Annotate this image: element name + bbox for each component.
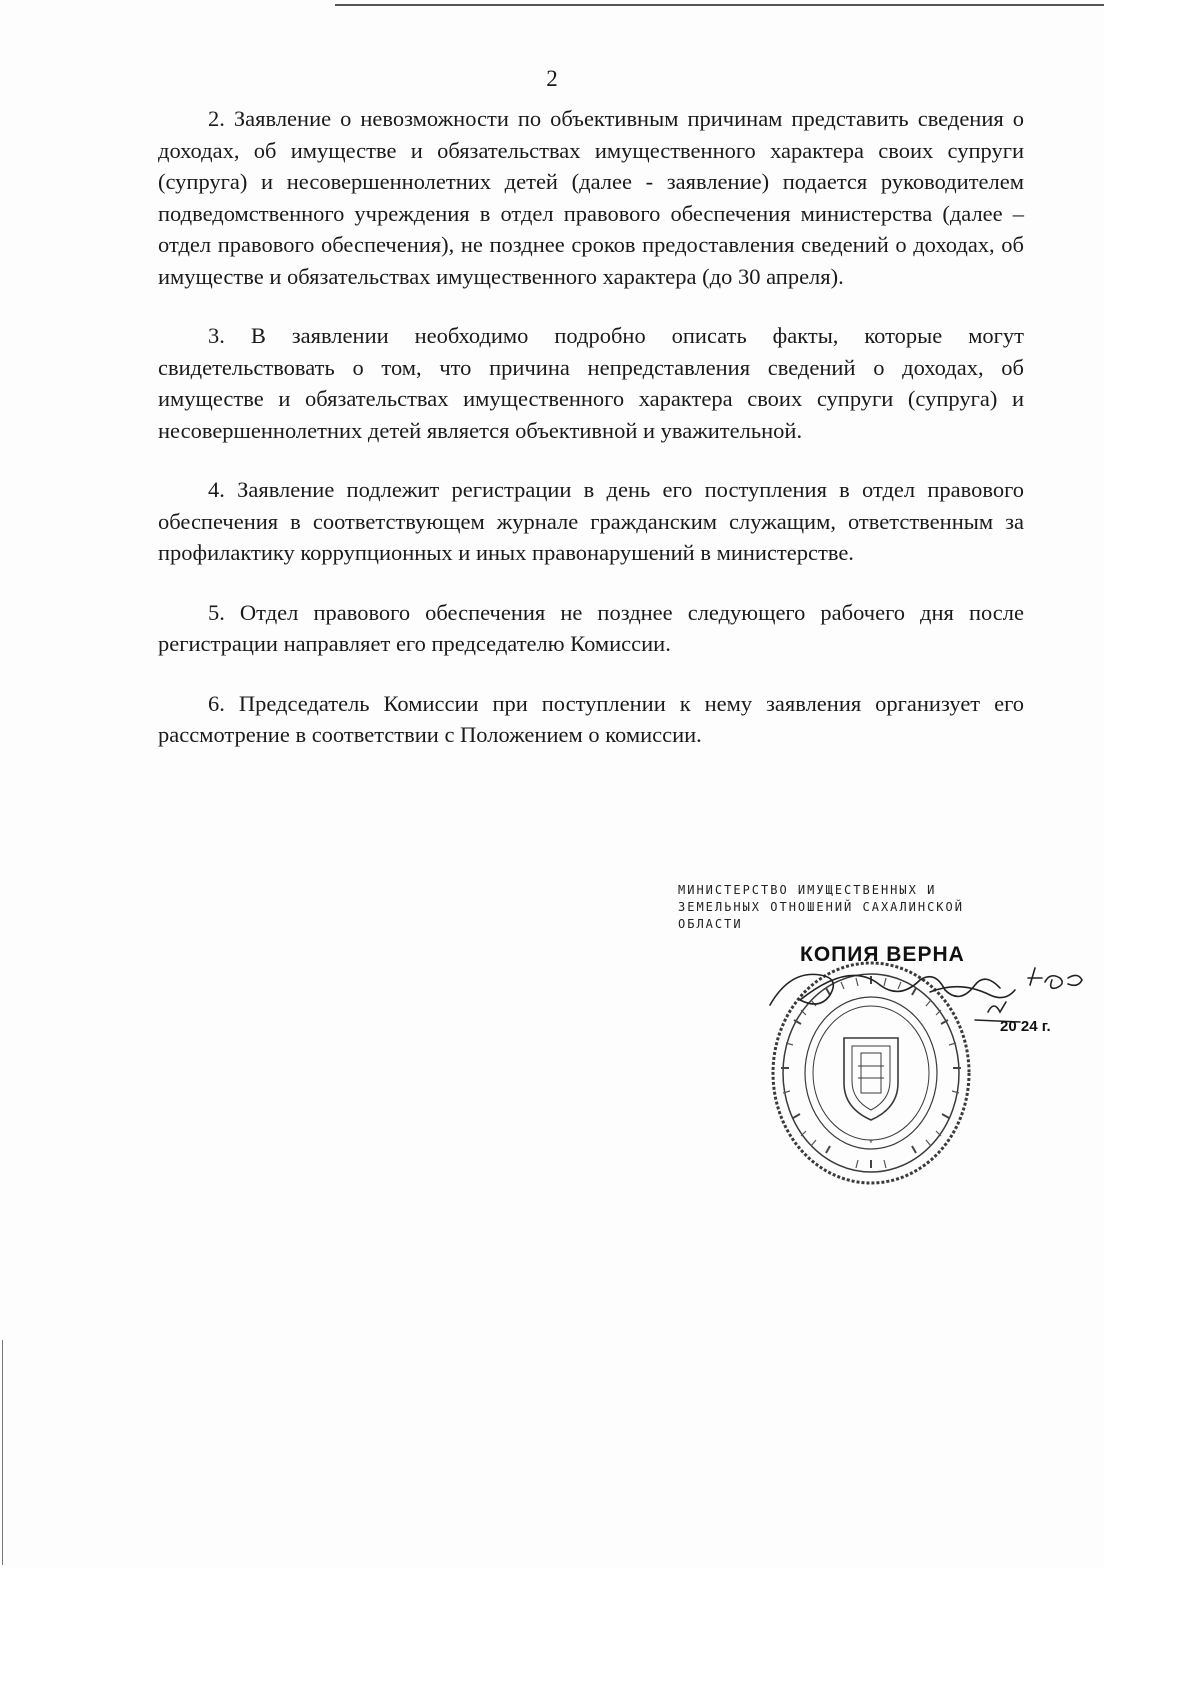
copy-certified-label: КОПИЯ ВЕРНА <box>800 943 965 966</box>
stamp-org-line-3: ОБЛАСТИ <box>678 917 743 931</box>
certification-year: 20 24 г. <box>1000 1018 1051 1035</box>
paragraph-6: 6. Председатель Комиссии при поступлении к нему заявления организует его рассмотрение в соответствии с Положением о комиссии. <box>158 690 1024 747</box>
paragraph-4: 4. Заявление подлежит регистрации в день его поступления в отдел правового обеспечения в соответствующем журнале гражданским служащим, ответственным за профилактику коррупционных и иных правонарушений в министерстве. <box>158 477 1024 565</box>
document-body <box>158 103 1024 779</box>
paragraph-5: 5. Отдел правового обеспечения не позднее следующего рабочего дня после регистрации направляет его председателю Комиссии. <box>158 599 1024 656</box>
svg-text:*: * <box>869 1138 873 1148</box>
paragraph-2: 2. Заявление о невозможности по объективным причинам представить сведения о доходах, об имуществе и обязательствах имущественного характера своих супруги (супруга) и несовершеннолетних детей (далее - заявление) подается руководителем подведомственного учреждения в отдел правового обеспечения министерства (далее – отдел правового обеспечения), не позднее сроков предоставления сведений о доходах, об имуществе и обязательствах имущественного характера (до 30 апреля). <box>158 106 1024 289</box>
left-edge-scan-line <box>2 1340 3 1565</box>
page-number: 2 <box>546 66 558 91</box>
stamp-org-line-1: МИНИСТЕРСТВО ИМУЩЕСТВЕННЫХ И <box>678 883 937 897</box>
certification-stamp-header <box>678 882 1028 933</box>
paragraph-3: 3. В заявлении необходимо подробно описать факты, которые могут свидетельствовать о том, что причина непредставления сведений о доходах, об имуществе и обязательствах имущественного характера своих супруги (супруга) и несовершеннолетних детей является объективной и уважительной. <box>158 323 1024 443</box>
top-border-line <box>335 4 1104 6</box>
stamp-org-line-2: ЗЕМЕЛЬНЫХ ОТНОШЕНИЙ САХАЛИНСКОЙ <box>678 900 964 914</box>
